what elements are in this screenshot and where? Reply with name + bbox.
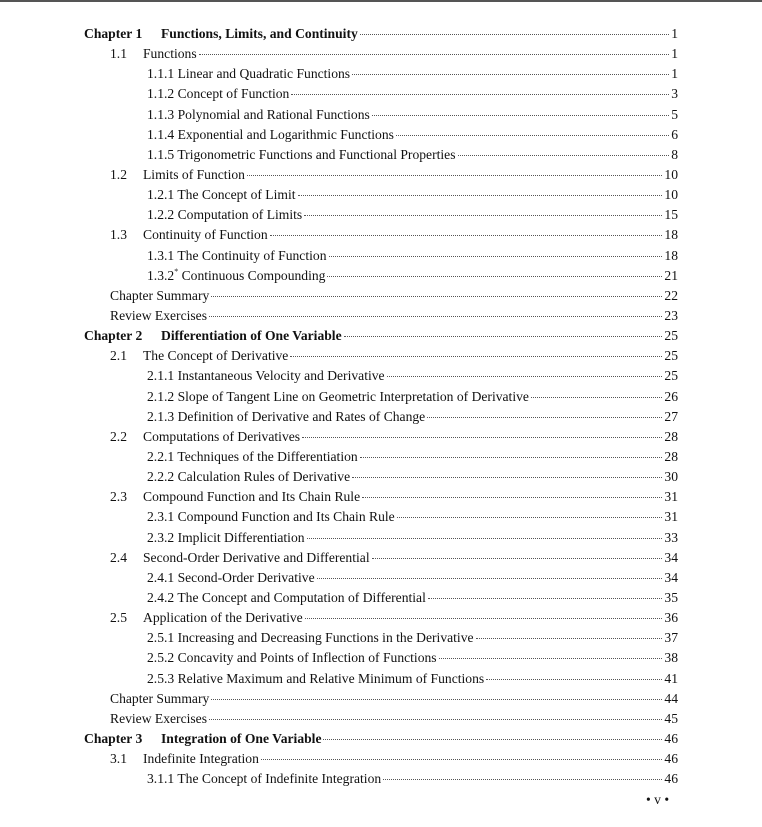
toc-entry-title: 1.1.3 Polynomial and Rational Functions <box>147 106 370 122</box>
toc-entry-subsection[interactable] <box>84 588 678 608</box>
toc-entry-title: 1.1.1 Linear and Quadratic Functions <box>147 66 351 82</box>
toc-entry-subsection[interactable] <box>84 105 678 125</box>
toc-entry-subsection[interactable] <box>84 185 678 205</box>
dot-leader <box>209 719 662 720</box>
toc-entry-page-number: 23 <box>664 307 678 323</box>
toc-entry-title: 2.4.1 Second-Order Derivative <box>147 569 315 585</box>
toc-entry-title: 3.1.1 The Concept of Indefinite Integration <box>147 771 382 787</box>
toc-entry-title: 1.2.1 The Concept of Limit <box>147 187 296 203</box>
toc-entry-title: Integration of One Variable <box>161 730 322 746</box>
toc-entry-subsection[interactable] <box>84 568 678 588</box>
toc-entry-plain[interactable] <box>84 689 678 709</box>
toc-entry-title: Application of the Derivative <box>143 610 303 626</box>
toc-entry-subsection[interactable] <box>84 125 678 145</box>
toc-entry-page-number: 46 <box>664 751 678 767</box>
dot-leader <box>352 477 662 478</box>
toc-entry-page-number: 25 <box>664 328 678 344</box>
toc-entry-title: Limits of Function <box>143 166 245 182</box>
toc-entry-page-number: 1 <box>671 26 678 41</box>
toc-entry-page-number: 45 <box>664 710 678 726</box>
dot-leader <box>329 256 663 257</box>
toc-entry-page-number: 15 <box>664 207 678 223</box>
toc-entry-section[interactable] <box>84 44 678 64</box>
dot-leader <box>383 779 662 780</box>
toc-entry-page-number: 36 <box>664 610 678 626</box>
toc-entry-title: Computations of Derivatives <box>143 428 301 444</box>
toc-entry-title: Functions, Limits, and Continuity <box>161 26 358 41</box>
toc-entry-page-number: 46 <box>664 730 678 746</box>
toc-entry-title <box>147 266 325 286</box>
toc-entry-page-number: 35 <box>664 589 678 605</box>
toc-entry-page-number: 1 <box>671 46 678 62</box>
toc-entry-title: 1.1.4 Exponential and Logarithmic Functions <box>147 126 394 142</box>
dot-leader <box>211 296 662 297</box>
toc-entry-title: Continuity of Function <box>143 227 268 243</box>
toc-entry-page-number: 26 <box>664 388 678 404</box>
dot-leader <box>360 457 663 458</box>
toc-entry-title: 2.2.2 Calculation Rules of Derivative <box>147 469 351 485</box>
toc-entry-title: 2.1.3 Definition of Derivative and Rates of Change <box>147 408 426 424</box>
toc-entry-page-number: 18 <box>664 227 678 243</box>
toc-entry-number: Chapter 2 <box>84 328 143 344</box>
toc-entry-page-number: 8 <box>671 146 678 162</box>
toc-entry-chapter[interactable] <box>84 729 678 749</box>
toc-entry-subsection[interactable] <box>84 145 678 165</box>
toc-entry-section[interactable] <box>84 165 678 185</box>
toc-entry-subsection[interactable] <box>84 669 678 689</box>
toc-entry-title: 2.3.1 Compound Function and Its Chain Rule <box>147 509 395 525</box>
dot-leader <box>476 638 663 639</box>
dot-leader <box>387 376 663 377</box>
toc-entry-page-number: 21 <box>664 267 678 283</box>
toc-entry-subsection[interactable] <box>84 246 678 266</box>
toc-entry-title: 2.5.3 Relative Maximum and Relative Minimum of Functions <box>147 670 485 686</box>
dot-leader <box>211 699 662 700</box>
dot-leader <box>360 34 669 35</box>
toc-entry-number: 2.3 <box>110 489 127 505</box>
toc-entry-title: 2.2.1 Techniques of the Differentiation <box>147 448 358 464</box>
dot-leader <box>317 578 663 579</box>
toc-entry-number: 2.1 <box>110 348 127 364</box>
toc-entry-title: Differentiation of One Variable <box>161 328 342 344</box>
toc-entry-title: 2.5.2 Concavity and Points of Inflection of Functions <box>147 650 437 666</box>
dot-leader <box>486 679 662 680</box>
dot-leader <box>290 356 662 357</box>
dot-leader <box>439 658 663 659</box>
toc-entry-section[interactable] <box>84 346 678 366</box>
toc-entry-page-number: 1 <box>671 66 678 82</box>
dot-leader <box>396 135 669 136</box>
toc-entry-title: 2.1.1 Instantaneous Velocity and Derivative <box>147 368 385 384</box>
toc-entry-page-number: 18 <box>664 247 678 263</box>
toc-entry-title: Chapter Summary <box>110 287 210 303</box>
toc-entry-section[interactable] <box>84 487 678 507</box>
table-of-contents <box>84 24 678 789</box>
dot-leader <box>298 195 663 196</box>
toc-entry-chapter[interactable] <box>84 326 678 346</box>
toc-entry-page-number: 25 <box>664 348 678 364</box>
toc-entry-title: Compound Function and Its Chain Rule <box>143 489 361 505</box>
toc-entry-page-number: 46 <box>664 771 678 787</box>
dot-leader <box>428 598 663 599</box>
toc-entry-section[interactable] <box>84 749 678 769</box>
toc-entry-subsection[interactable] <box>84 769 678 789</box>
toc-entry-page-number: 5 <box>671 106 678 122</box>
toc-entry-page-number: 27 <box>664 408 678 424</box>
toc-entry-section[interactable] <box>84 427 678 447</box>
toc-entry-title: Functions <box>143 46 197 62</box>
toc-entry-title-rest: Continuous Compounding <box>178 267 326 283</box>
toc-entry-plain[interactable] <box>84 306 678 326</box>
toc-entry-subsection[interactable] <box>84 628 678 648</box>
page-folio: • v • <box>646 792 670 807</box>
toc-entry-number: 1.3 <box>110 227 127 243</box>
toc-entry-page-number: 31 <box>664 509 678 525</box>
toc-entry-number: 2.5 <box>110 610 127 626</box>
toc-entry-page-number: 28 <box>664 448 678 464</box>
toc-entry-page-number: 41 <box>664 670 678 686</box>
toc-entry-subsection[interactable] <box>84 387 678 407</box>
toc-entry-title: 1.1.2 Concept of Function <box>147 86 290 102</box>
toc-entry-number: 3.1 <box>110 751 127 767</box>
toc-entry-section[interactable] <box>84 608 678 628</box>
toc-entry-page-number: 10 <box>664 166 678 182</box>
dot-leader <box>372 558 663 559</box>
toc-entry-subsection[interactable] <box>84 84 678 104</box>
optional-mark: * <box>174 266 179 276</box>
dot-leader <box>307 538 663 539</box>
toc-entry-number: 1.2 <box>110 166 127 182</box>
toc-entry-title: The Concept of Derivative <box>143 348 289 364</box>
toc-entry-title: Chapter Summary <box>110 690 210 706</box>
toc-entry-page-number: 34 <box>664 549 678 565</box>
dot-leader <box>291 94 669 95</box>
toc-entry-page-number: 22 <box>664 287 678 303</box>
toc-entry-page-number: 44 <box>664 690 678 706</box>
dot-leader <box>209 316 662 317</box>
toc-entry-plain[interactable] <box>84 709 678 729</box>
toc-entry-chapter[interactable] <box>84 24 678 44</box>
toc-entry-page-number: 28 <box>664 428 678 444</box>
dot-leader <box>531 397 662 398</box>
dot-leader <box>304 215 662 216</box>
dot-leader <box>397 517 663 518</box>
toc-entry-subsection[interactable] <box>84 507 678 527</box>
toc-entry-number: 2.4 <box>110 549 127 565</box>
dot-leader <box>270 235 663 236</box>
toc-entry-title: 1.2.2 Computation of Limits <box>147 207 303 223</box>
toc-entry-subsection[interactable] <box>84 64 678 84</box>
toc-entry-title: Second-Order Derivative and Differential <box>143 549 370 565</box>
dot-leader <box>344 336 663 337</box>
toc-entry-number: Chapter 1 <box>84 26 143 41</box>
toc-entry-page-number: 33 <box>664 529 678 545</box>
toc-entry-subsection[interactable] <box>84 407 678 427</box>
dot-leader <box>302 437 662 438</box>
dot-leader <box>323 739 662 740</box>
toc-entry-page-number: 30 <box>664 469 678 485</box>
toc-entry-title: 2.1.2 Slope of Tangent Line on Geometric Interpretation of Derivative <box>147 388 529 404</box>
toc-entry-subsection[interactable] <box>84 366 678 386</box>
toc-entry-subsection[interactable] <box>84 205 678 225</box>
dot-leader <box>427 417 662 418</box>
toc-entry-title: 2.3.2 Implicit Differentiation <box>147 529 305 545</box>
dot-leader <box>327 276 662 277</box>
toc-entry-plain[interactable] <box>84 286 678 306</box>
toc-entry-title: Review Exercises <box>110 307 208 323</box>
toc-entry-page-number: 31 <box>664 489 678 505</box>
toc-entry-page-number: 25 <box>664 368 678 384</box>
toc-entry-subsection[interactable] <box>84 648 678 668</box>
toc-entry-title: 1.3.1 The Continuity of Function <box>147 247 327 263</box>
toc-entry-number: Chapter 3 <box>84 730 143 746</box>
toc-entry-title: 2.4.2 The Concept and Computation of Differential <box>147 589 426 605</box>
dot-leader <box>247 175 662 176</box>
toc-entry-title: 1.1.5 Trigonometric Functions and Functional Properties <box>147 146 456 162</box>
dot-leader <box>199 54 670 55</box>
toc-entry-page-number: 37 <box>664 630 678 646</box>
toc-entry-subsection[interactable] <box>84 447 678 467</box>
toc-entry-page-number: 3 <box>671 86 678 102</box>
toc-entry-page-number: 6 <box>671 126 678 142</box>
toc-entry-section[interactable] <box>84 548 678 568</box>
toc-entry-number: 1.1 <box>110 46 127 62</box>
toc-entry-title-number: 1.3.2 <box>147 267 175 283</box>
toc-entry-title: 2.5.1 Increasing and Decreasing Functions in the Derivative <box>147 630 474 646</box>
dot-leader <box>261 759 663 760</box>
dot-leader <box>458 155 670 156</box>
dot-leader <box>305 618 663 619</box>
toc-entry-title: Review Exercises <box>110 710 208 726</box>
dot-leader <box>362 497 662 498</box>
toc-entry-subsection[interactable] <box>84 467 678 487</box>
dot-leader <box>372 115 669 116</box>
top-rule <box>0 0 762 2</box>
toc-entry-number: 2.2 <box>110 428 127 444</box>
toc-entry-subsection[interactable] <box>84 528 678 548</box>
toc-entry-subsection[interactable] <box>84 266 678 286</box>
toc-entry-page-number: 10 <box>664 187 678 203</box>
toc-entry-page-number: 38 <box>664 650 678 666</box>
toc-entry-title: Indefinite Integration <box>143 751 259 767</box>
toc-entry-page-number: 34 <box>664 569 678 585</box>
dot-leader <box>352 74 669 75</box>
toc-entry-section[interactable] <box>84 225 678 245</box>
